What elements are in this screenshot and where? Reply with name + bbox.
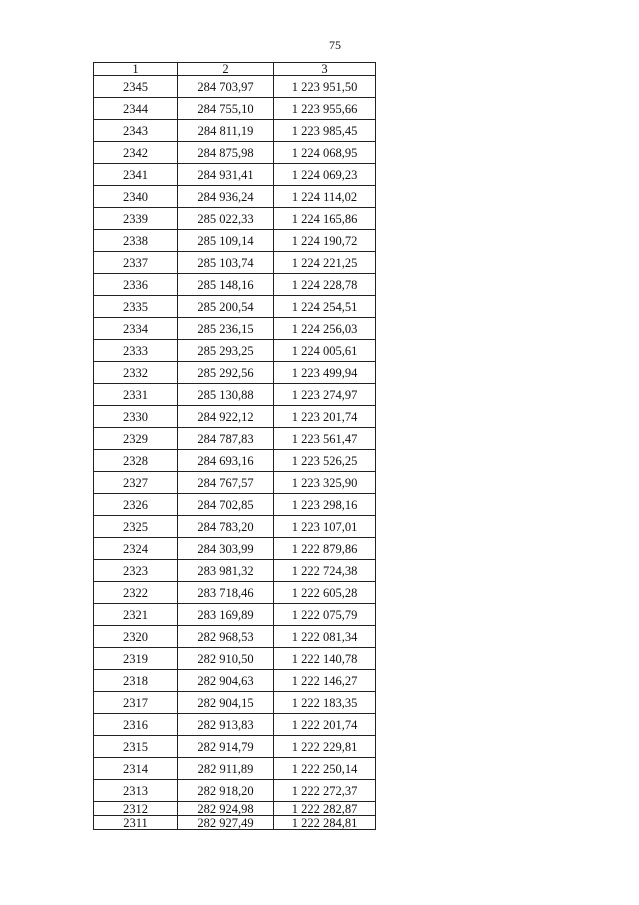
y-coordinate-cell: 1 223 499,94 (274, 362, 376, 384)
y-coordinate-cell: 1 222 250,14 (274, 758, 376, 780)
point-number-cell: 2330 (94, 406, 178, 428)
table-row (94, 230, 376, 252)
table-row (94, 538, 376, 560)
table-row (94, 406, 376, 428)
x-coordinate-cell: 282 910,50 (178, 648, 274, 670)
table-row (94, 274, 376, 296)
point-number-cell: 2318 (94, 670, 178, 692)
y-coordinate-cell: 1 223 951,50 (274, 76, 376, 98)
table-row (94, 186, 376, 208)
point-number-cell: 2340 (94, 186, 178, 208)
x-coordinate-cell: 285 200,54 (178, 296, 274, 318)
x-coordinate-cell: 285 148,16 (178, 274, 274, 296)
point-number-cell: 2336 (94, 274, 178, 296)
y-coordinate-cell: 1 222 201,74 (274, 714, 376, 736)
y-coordinate-cell: 1 223 201,74 (274, 406, 376, 428)
table-row (94, 670, 376, 692)
point-number-cell: 2322 (94, 582, 178, 604)
point-number-cell: 2332 (94, 362, 178, 384)
x-coordinate-cell: 285 109,14 (178, 230, 274, 252)
x-coordinate-cell: 284 703,97 (178, 76, 274, 98)
point-number-cell: 2333 (94, 340, 178, 362)
point-number-cell: 2311 (94, 816, 178, 830)
point-number-cell: 2326 (94, 494, 178, 516)
point-number-cell: 2328 (94, 450, 178, 472)
x-coordinate-cell: 284 702,85 (178, 494, 274, 516)
y-coordinate-cell: 1 223 274,97 (274, 384, 376, 406)
x-coordinate-cell: 282 914,79 (178, 736, 274, 758)
point-number-cell: 2341 (94, 164, 178, 186)
y-coordinate-cell: 1 223 107,01 (274, 516, 376, 538)
x-coordinate-cell: 282 927,49 (178, 816, 274, 830)
y-coordinate-cell: 1 224 069,23 (274, 164, 376, 186)
y-coordinate-cell: 1 224 190,72 (274, 230, 376, 252)
x-coordinate-cell: 284 936,24 (178, 186, 274, 208)
x-coordinate-cell: 283 169,89 (178, 604, 274, 626)
point-number-cell: 2339 (94, 208, 178, 230)
table-row (94, 626, 376, 648)
table-row (94, 648, 376, 670)
point-number-cell: 2344 (94, 98, 178, 120)
table-row (94, 340, 376, 362)
y-coordinate-cell: 1 224 068,95 (274, 142, 376, 164)
coordinates-table-body (94, 63, 376, 830)
point-number-cell: 2338 (94, 230, 178, 252)
point-number-cell: 2317 (94, 692, 178, 714)
y-coordinate-cell: 1 222 140,78 (274, 648, 376, 670)
x-coordinate-cell: 282 913,83 (178, 714, 274, 736)
table-row (94, 450, 376, 472)
y-coordinate-cell: 1 222 229,81 (274, 736, 376, 758)
x-coordinate-cell: 285 236,15 (178, 318, 274, 340)
y-coordinate-cell: 1 224 221,25 (274, 252, 376, 274)
table-row (94, 736, 376, 758)
y-coordinate-cell: 1 223 985,45 (274, 120, 376, 142)
y-coordinate-cell: 1 222 081,34 (274, 626, 376, 648)
x-coordinate-cell: 284 767,57 (178, 472, 274, 494)
x-coordinate-cell: 282 904,63 (178, 670, 274, 692)
point-number-cell: 2331 (94, 384, 178, 406)
table-row (94, 208, 376, 230)
x-coordinate-cell: 282 924,98 (178, 802, 274, 816)
table-row (94, 780, 376, 802)
x-coordinate-cell: 284 693,16 (178, 450, 274, 472)
x-coordinate-cell: 282 911,89 (178, 758, 274, 780)
x-coordinate-cell: 283 981,32 (178, 560, 274, 582)
y-coordinate-cell: 1 222 075,79 (274, 604, 376, 626)
y-coordinate-cell: 1 224 256,03 (274, 318, 376, 340)
table-row (94, 252, 376, 274)
table-row (94, 494, 376, 516)
table-row (94, 318, 376, 340)
table-row (94, 296, 376, 318)
table-row (94, 384, 376, 406)
point-number-cell: 2324 (94, 538, 178, 560)
table-row (94, 802, 376, 816)
x-coordinate-cell: 285 293,25 (178, 340, 274, 362)
y-coordinate-cell: 1 223 561,47 (274, 428, 376, 450)
y-coordinate-cell: 1 222 724,38 (274, 560, 376, 582)
x-coordinate-cell: 284 755,10 (178, 98, 274, 120)
x-coordinate-cell: 285 292,56 (178, 362, 274, 384)
point-number-cell: 2334 (94, 318, 178, 340)
y-coordinate-cell: 1 222 605,28 (274, 582, 376, 604)
x-coordinate-cell: 283 718,46 (178, 582, 274, 604)
table-row (94, 120, 376, 142)
table-row (94, 816, 376, 830)
table-row (94, 604, 376, 626)
x-coordinate-cell: 284 783,20 (178, 516, 274, 538)
page-number: 75 (329, 38, 341, 52)
coordinates-table (93, 62, 376, 830)
point-number-cell: 2323 (94, 560, 178, 582)
x-coordinate-cell: 284 787,83 (178, 428, 274, 450)
table-row (94, 714, 376, 736)
x-coordinate-cell: 285 130,88 (178, 384, 274, 406)
y-coordinate-cell: 1 222 284,81 (274, 816, 376, 830)
table-row (94, 428, 376, 450)
point-number-cell: 2320 (94, 626, 178, 648)
table-row (94, 560, 376, 582)
table-row (94, 164, 376, 186)
point-number-cell: 2329 (94, 428, 178, 450)
x-coordinate-cell: 284 931,41 (178, 164, 274, 186)
y-coordinate-cell: 1 222 879,86 (274, 538, 376, 560)
y-coordinate-cell: 1 223 298,16 (274, 494, 376, 516)
table-row (94, 692, 376, 714)
column-header: 2 (178, 63, 274, 76)
table-row (94, 758, 376, 780)
x-coordinate-cell: 282 904,15 (178, 692, 274, 714)
x-coordinate-cell: 285 022,33 (178, 208, 274, 230)
x-coordinate-cell: 284 303,99 (178, 538, 274, 560)
table-row (94, 98, 376, 120)
y-coordinate-cell: 1 224 254,51 (274, 296, 376, 318)
table-row (94, 76, 376, 98)
point-number-cell: 2337 (94, 252, 178, 274)
point-number-cell: 2327 (94, 472, 178, 494)
y-coordinate-cell: 1 224 228,78 (274, 274, 376, 296)
point-number-cell: 2319 (94, 648, 178, 670)
y-coordinate-cell: 1 222 272,37 (274, 780, 376, 802)
y-coordinate-cell: 1 224 005,61 (274, 340, 376, 362)
point-number-cell: 2314 (94, 758, 178, 780)
x-coordinate-cell: 285 103,74 (178, 252, 274, 274)
column-header: 3 (274, 63, 376, 76)
y-coordinate-cell: 1 223 955,66 (274, 98, 376, 120)
x-coordinate-cell: 284 875,98 (178, 142, 274, 164)
point-number-cell: 2342 (94, 142, 178, 164)
y-coordinate-cell: 1 224 114,02 (274, 186, 376, 208)
y-coordinate-cell: 1 223 325,90 (274, 472, 376, 494)
table-row (94, 582, 376, 604)
y-coordinate-cell: 1 222 183,35 (274, 692, 376, 714)
y-coordinate-cell: 1 223 526,25 (274, 450, 376, 472)
point-number-cell: 2325 (94, 516, 178, 538)
point-number-cell: 2345 (94, 76, 178, 98)
table-row (94, 362, 376, 384)
x-coordinate-cell: 282 918,20 (178, 780, 274, 802)
point-number-cell: 2312 (94, 802, 178, 816)
table-row (94, 472, 376, 494)
point-number-cell: 2316 (94, 714, 178, 736)
point-number-cell: 2335 (94, 296, 178, 318)
table-row (94, 516, 376, 538)
point-number-cell: 2313 (94, 780, 178, 802)
table-header-row (94, 63, 376, 76)
column-header: 1 (94, 63, 178, 76)
point-number-cell: 2321 (94, 604, 178, 626)
x-coordinate-cell: 284 922,12 (178, 406, 274, 428)
y-coordinate-cell: 1 222 146,27 (274, 670, 376, 692)
point-number-cell: 2315 (94, 736, 178, 758)
x-coordinate-cell: 284 811,19 (178, 120, 274, 142)
y-coordinate-cell: 1 224 165,86 (274, 208, 376, 230)
y-coordinate-cell: 1 222 282,87 (274, 802, 376, 816)
point-number-cell: 2343 (94, 120, 178, 142)
table-row (94, 142, 376, 164)
x-coordinate-cell: 282 968,53 (178, 626, 274, 648)
